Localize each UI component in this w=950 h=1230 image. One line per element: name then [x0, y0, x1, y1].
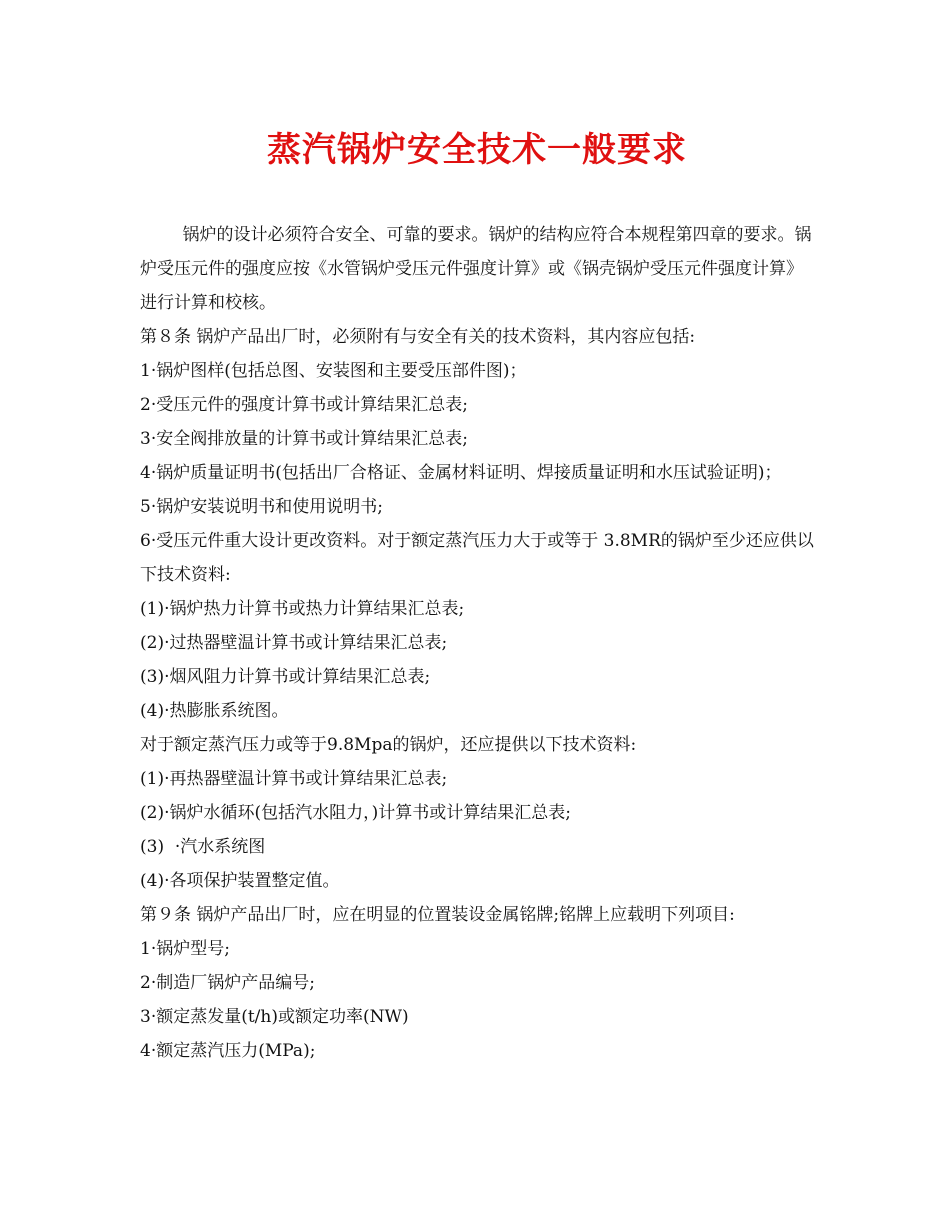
document-body — [140, 218, 814, 1068]
list-item: (4)·各项保护装置整定值。 — [140, 871, 340, 891]
list-item: (2)·锅炉水循环(包括汽水阻力，)计算书或计算结果汇总表; — [140, 803, 571, 823]
list-item: (1)·再热器壁温计算书或计算结果汇总表; — [140, 769, 448, 789]
intro-paragraph: 锅炉的设计必须符合安全、可靠的要求。锅炉的结构应符合本规程第四章的要求。锅炉受压元件的强度应按《水管锅炉受压元件强度计算》或《锅壳锅炉受压元件强度计算》进行计算和校核。 — [140, 225, 812, 313]
list-item: 3·额定蒸发量(t/h)或额定功率(NW) — [140, 1007, 409, 1027]
list-item: 4·锅炉质量证明书(包括出厂合格证、金属材料证明、焊接质量证明和水压试验证明)； — [140, 463, 782, 483]
document-title: 蒸汽锅炉安全技术一般要求 — [267, 130, 687, 170]
list-item: 2·制造厂锅炉产品编号; — [140, 973, 315, 993]
section-paragraph: 对于额定蒸汽压力或等于9.8Mpa的锅炉，还应提供以下技术资料: — [140, 735, 637, 755]
list-item: 6·受压元件重大设计更改资料。对于额定蒸汽压力大于或等于 3.8MR的锅炉至少还应供以下技术资料: — [140, 531, 814, 585]
article-8-heading: 第８条 锅炉产品出厂时，必须附有与安全有关的技术资料，其内容应包括: — [140, 327, 696, 347]
list-item: (2)·过热器壁温计算书或计算结果汇总表; — [140, 633, 448, 653]
list-item: (3)·烟风阻力计算书或计算结果汇总表; — [140, 667, 431, 687]
list-item: 4·额定蒸汽压力(MPa); — [140, 1041, 316, 1061]
list-item: (4)·热膨胀系统图。 — [140, 701, 289, 721]
list-item: 1·锅炉型号; — [140, 939, 230, 959]
list-item: 5·锅炉安装说明书和使用说明书; — [140, 497, 383, 517]
list-item: 1·锅炉图样(包括总图、安装图和主要受压部件图)； — [140, 361, 527, 381]
list-item: (3) ·汽水系统图 — [140, 837, 266, 857]
article-9-heading: 第９条 锅炉产品出厂时，应在明显的位置装设金属铭牌;铭牌上应载明下列项目: — [140, 905, 735, 925]
list-item: (1)·锅炉热力计算书或热力计算结果汇总表; — [140, 599, 465, 619]
list-item: 2·受压元件的强度计算书或计算结果汇总表; — [140, 395, 468, 415]
list-item: 3·安全阀排放量的计算书或计算结果汇总表; — [140, 429, 468, 449]
